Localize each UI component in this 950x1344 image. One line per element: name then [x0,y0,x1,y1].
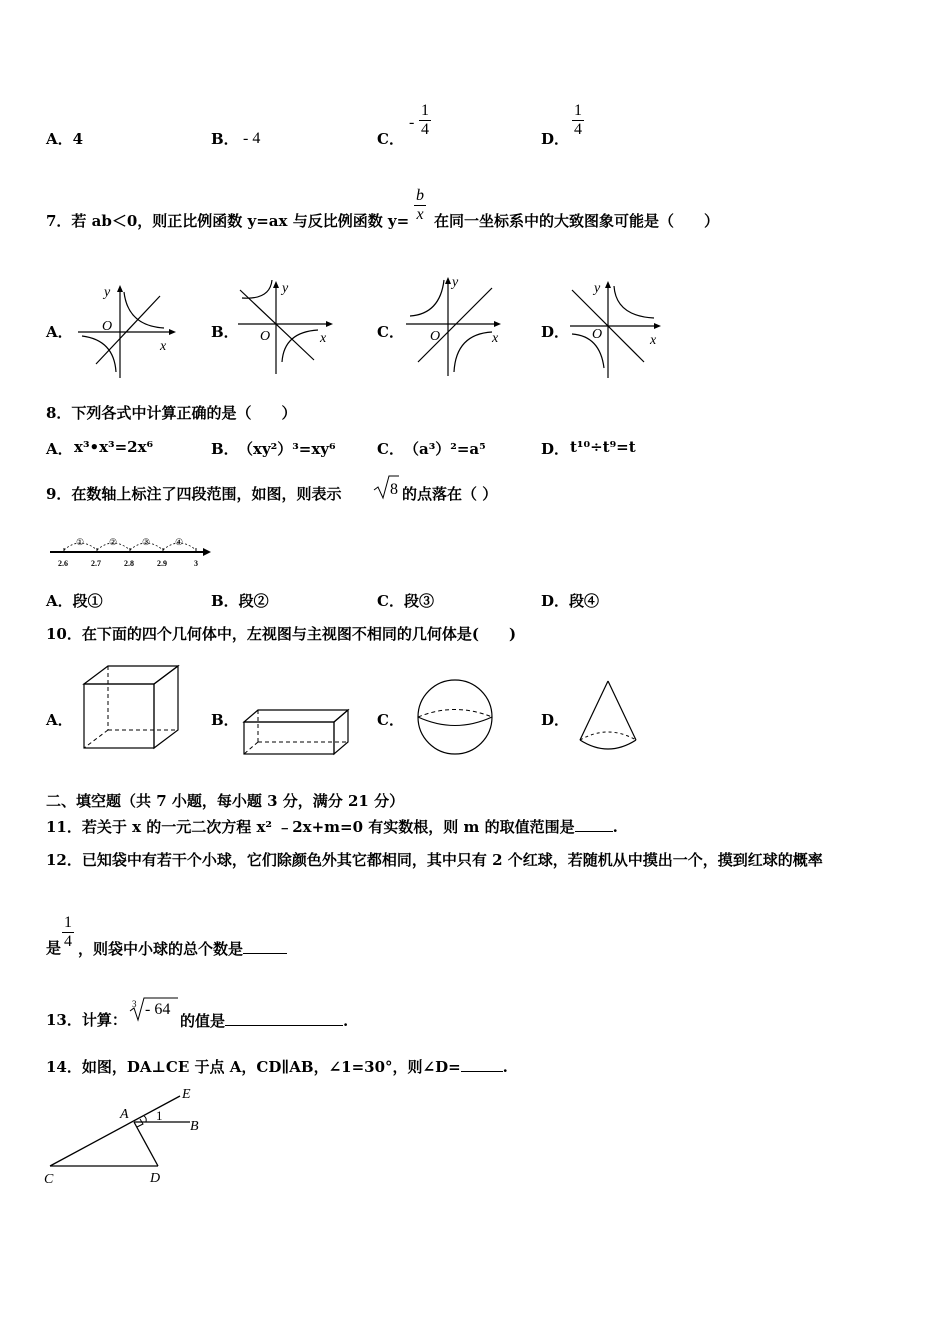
q7-stem-start: 7．若 ab＜0，则正比例函数 y=ax 与反比例函数 y= [46,212,410,230]
tick-label: 3 [194,559,198,568]
angle-1-arc [144,1116,146,1122]
linear-function-line [418,288,492,362]
tick-label: 2.6 [58,559,68,568]
q10-label-d: D． [541,711,570,729]
q6-option-c-sign: - [409,114,415,131]
cone-base-front [580,740,636,749]
q13-stem-mid: 的值是 [180,1012,226,1030]
origin-label: O [430,329,441,344]
fraction-numerator: 1 [64,914,72,931]
q7-graph-c [404,272,508,380]
q14-answer-blank[interactable] [461,1057,503,1072]
cube-top-face [84,666,178,684]
tick-label: 2.9 [157,559,167,568]
q10-cube [82,664,184,752]
q13-radicand: - 64 [145,1001,171,1018]
q8-stem: 8．下列各式中计算正确的是（ ） [46,404,297,422]
segment-label-2: ② [109,537,118,547]
q6-option-c-label: C． [377,130,404,148]
point-label-b: B [190,1119,199,1134]
q13-stem-end [180,1011,348,1030]
linear-function-line [240,290,314,360]
y-axis-arrow-icon [273,281,279,288]
q10-label-b: B． [211,711,239,729]
y-axis-label: y [452,275,459,290]
q8-option-b-label: B． [211,440,239,458]
q9-radicand: 8 [390,481,398,498]
y-axis-arrow-icon [445,277,451,284]
y-axis-label: y [282,281,289,296]
x-axis-arrow-icon [494,321,501,327]
hyperbola-branch-upper [410,280,444,316]
q10-label-c: C． [377,711,404,729]
q7-graph-b [236,278,340,376]
segment-label-4: ④ [175,537,184,547]
q9-option-b: B．段② [211,592,269,610]
q6-option-c-fraction [419,102,431,139]
q10-cone [576,678,640,754]
origin-label: O [102,319,113,334]
q9-sqrt-symbol [372,474,400,500]
sphere-equator-back [418,710,492,718]
q8-option-c-label: C． [377,440,404,458]
q7-graph-d [568,276,672,380]
q8-option-d-label: D． [541,440,570,458]
q12-stem-line1: 12．已知袋中有若干个小球，它们除颜色外其它都相同，其中只有 2 个红球，若随机从中摸出一个，摸到红球的概率 [46,851,823,869]
cube-front-face [84,684,154,748]
q14-stem-end: . [502,1058,508,1076]
root-index: 3 [132,999,137,1009]
q8-option-a-expr: x³•x³=2x⁶ [74,438,154,456]
fraction-numerator: 1 [421,102,429,119]
hidden-edge [84,730,108,748]
q6-option-d-fraction [572,102,584,139]
tick-label: 2.7 [91,559,101,568]
segment-label-3: ③ [142,537,151,547]
sphere-outline [418,680,492,754]
q12-stem-line2-text: ，则袋中小球的总个数是 [78,940,244,958]
q10-sphere [414,678,498,756]
q11-stem-end: . [612,818,618,836]
q9-option-a: A．段① [46,592,103,610]
q8-option-a-label: A． [46,440,73,458]
hyperbola-branch-upper [614,286,654,318]
right-angle-mark [137,1119,143,1127]
q9-stem-end: 的点落在（ ） [402,485,498,503]
q14-stem [46,1057,508,1076]
y-axis-arrow-icon [605,281,611,288]
fraction-denominator: 4 [574,121,582,138]
y-axis-arrow-icon [117,285,123,292]
q8-option-c-expr: （a³）²=a⁵ [404,440,486,458]
q13-answer-blank[interactable] [225,1011,343,1026]
q14-geometry-figure [40,1082,214,1188]
q8-option-d-expr: t¹⁰÷t⁹=t [570,438,636,456]
hidden-edge [244,742,258,754]
q13-stem-start: 13．计算： [46,1011,127,1029]
q6-option-b-value: - 4 [243,130,261,147]
q7-graph-a [76,282,180,380]
q12-stem-line2-start: 是 [46,939,62,957]
x-axis-label: x [320,331,327,346]
y-axis-label: y [594,281,601,296]
segment-label-1: ① [76,537,85,547]
x-axis-label: x [160,339,167,354]
point-label-a: A [120,1107,129,1122]
x-axis-label: x [492,331,499,346]
q11-stem-text: 11．若关于 x 的一元二次方程 x² ﹣2x+m=0 有实数根，则 m 的取值范围是 [46,818,575,836]
y-axis-label: y [104,285,111,300]
q7-fraction [414,187,426,224]
segment-ad [134,1122,158,1166]
line-ce [50,1096,180,1166]
q10-stem: 10．在下面的四个几何体中，左视图与主视图不相同的几何体是( ) [46,625,517,643]
q12-fraction [62,914,74,951]
q12-answer-blank[interactable] [243,939,287,954]
cone-slant-left [580,681,608,740]
q14-stem-text: 14．如图，DA⊥CE 于点 A，CD∥AB，∠1=30°，则∠D= [46,1058,461,1076]
origin-label: O [260,329,271,344]
q12-stem-line2 [78,939,287,958]
number-line-arrow-icon [203,548,211,556]
q7-label-a: A． [46,323,73,341]
fraction-denominator: x [416,206,424,223]
hyperbola-branch-lower [82,336,116,372]
q10-cuboid [240,708,352,758]
section-2-title: 二、填空题（共 7 小题，每小题 3 分，满分 21 分） [46,792,405,810]
fraction-numerator: b [416,187,424,204]
point-label-d: D [150,1171,161,1186]
point-label-c: C [44,1172,54,1187]
cone-base-back [580,732,636,740]
q10-label-a: A． [46,711,73,729]
fraction-numerator: 1 [574,102,582,119]
q7-label-d: D． [541,323,570,341]
fraction-denominator: 4 [421,121,429,138]
point-label-e: E [182,1087,191,1102]
cube-side-face [154,666,178,748]
x-axis-arrow-icon [169,329,176,335]
origin-label: O [592,327,603,342]
fraction-denominator: 4 [64,933,72,950]
q9-option-d: D．段④ [541,592,600,610]
cuboid-side-face [334,710,348,754]
angle-label-1: 1 [156,1108,163,1123]
cone-slant-right [608,681,636,740]
q8-option-b-expr: （xy²）³=xy⁶ [238,440,336,458]
q11-stem [46,817,618,836]
q6-option-d-label: D． [541,130,570,148]
x-axis-arrow-icon [654,323,661,329]
q6-option-a: A．4 [46,130,84,148]
q9-stem-start: 9．在数轴上标注了四段范围，如图，则表示 [46,485,342,503]
x-axis-label: x [650,333,657,348]
tick-label: 2.8 [124,559,134,568]
q7-label-c: C． [377,323,404,341]
cuboid-top-face [244,710,348,722]
sphere-equator-front [418,717,492,726]
x-axis-arrow-icon [326,321,333,327]
q6-option-b-label: B． [211,130,239,148]
q13-cube-root [128,996,180,1022]
q7-stem-end: 在同一坐标系中的大致图象可能是（ ） [434,212,720,230]
hyperbola-branch-lower [454,332,492,372]
q11-answer-blank[interactable] [575,817,613,832]
q13-stem-tail: . [343,1012,349,1030]
q9-number-line [48,534,216,572]
q7-label-b: B． [211,323,239,341]
q9-option-c: C．段③ [377,592,434,610]
